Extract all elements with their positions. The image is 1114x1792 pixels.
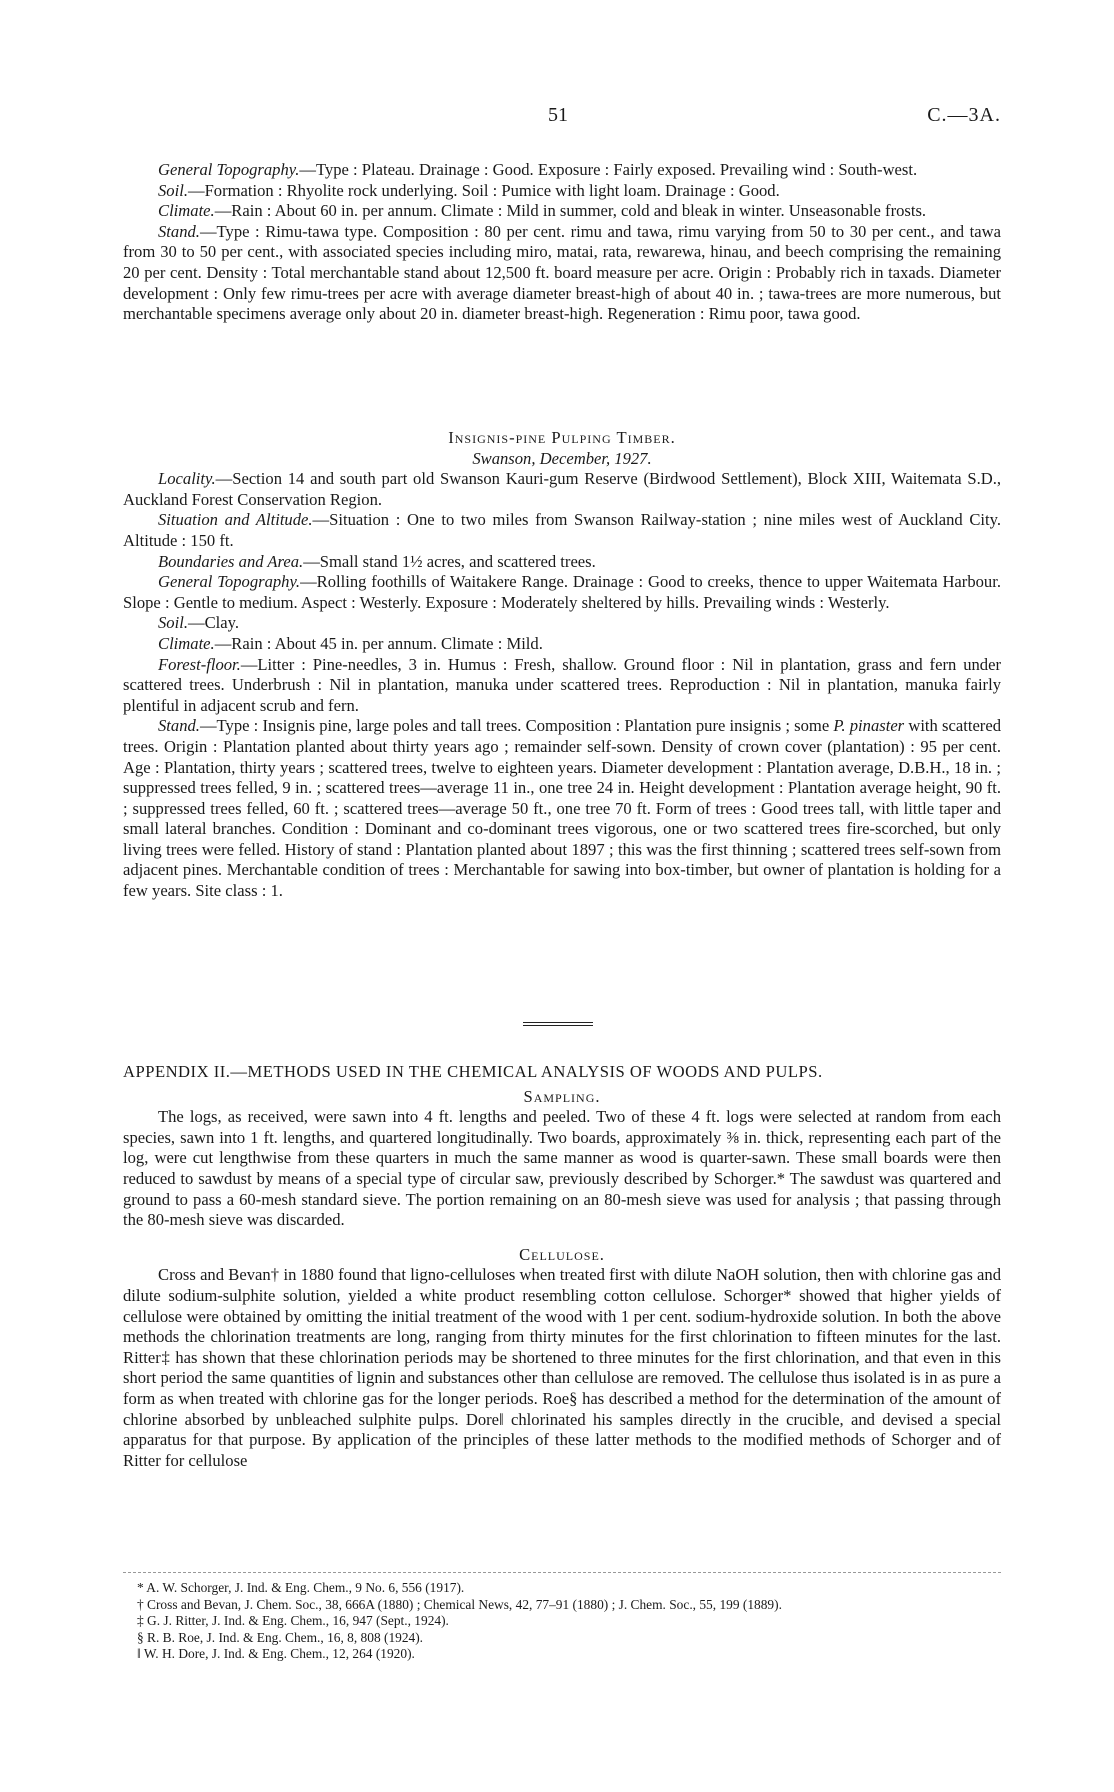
paragraph: Boundaries and Area.—Small stand 1½ acres, and scattered trees. <box>158 551 596 571</box>
paragraph: General Topography.—Rolling foothills of Waitakere Range. Drainage : Good to creeks, thence to upper Waitemata Harbour. Slope : Gentle to medium. Aspect : Westerly. Exposure : Moderately sheltered by hills. Prevailing winds : Westerly. <box>123 572 1001 612</box>
paragraph: Forest-floor.—Litter : Pine-needles, 3 in. Humus : Fresh, shallow. Ground floor : Nil in plantation, grass and fern under scattered trees. Underbrush : Nil in plantation, manuka under scattered trees. Reproduction : Nil in plantation, manuka fairly plentiful in adjacent scrub and fern. <box>123 654 1001 715</box>
page-header <box>0 104 1114 134</box>
section-subheading: Swanson, December, 1927. <box>472 448 652 468</box>
footnote: † Cross and Bevan, J. Chem. Soc., 38, 666A (1880) ; Chemical News, 42, 77–91 (1880) ; J. Chem. Soc., 55, 199 (1889). <box>137 1596 782 1612</box>
footnote: * A. W. Schorger, J. Ind. & Eng. Chem., 9 No. 6, 556 (1917). <box>137 1580 465 1595</box>
paragraph-label: Climate. <box>158 633 215 653</box>
paragraph-label: General Topography. <box>158 160 300 179</box>
paragraph: The logs, as received, were sawn into 4 ft. lengths and peeled. Two of these 4 ft. logs were selected at random from each species, sawn into 1 ft. lengths, and quartered longitudinally. Two boards, approximately ⅜ in. thick, representing each part of the log, were cut lengthwise from these quarters in much the same manner as wood is quarter-sawn. These small boards were then reduced to sawdust by means of a special type of circular saw, previously described by Schorger.* The sawdust was quartered and ground to pass a 60-mesh standard sieve. The portion remaining on an 80-mesh sieve was used for analysis ; that passing through the 80-mesh sieve was discarded. <box>123 1107 1001 1230</box>
footnote: § R. B. Roe, J. Ind. & Eng. Chem., 16, 8, 808 (1924). <box>137 1629 424 1645</box>
footnotes <box>123 1580 1001 1663</box>
section-divider <box>523 1022 593 1026</box>
footnote-rule <box>123 1572 1001 1573</box>
paragraph-label: Climate. <box>158 201 215 221</box>
document-reference: C.—3A. <box>927 104 1001 126</box>
section-rimu-tawa <box>123 160 1001 325</box>
paragraph: Cross and Bevan† in 1880 found that ligno-celluloses when treated first with dilute NaOH solution, then with chlorine gas and dilute sodium-sulphite solution, yielded a white product resembling cotton cellulose. Schorger* showed that higher yields of cellulose were obtained by omitting the initial treatment of the wood with 1 per cent. sodium-hydroxide solution. In both the above methods the chlorination treatments are long, ranging from thirty minutes for the first chlorination to fifteen minutes for the last. Ritter‡ has shown that these chlorination periods may be shortened to three minutes for the first chlorination, and that even in this short period the same quantities of lignin and substances other than cellulose are removed. The cellulose thus isolated is in as pure a form as when treated with chlorine gas for the longer periods. Roe§ has described a method for the determination of the amount of chlorine absorbed by unbleached sulphite pulps. Dore‖ chlorinated his samples directly in the crucible, and devised a special apparatus for that purpose. By application of the principles of these latter methods to the modified methods of Schorger and of Ritter for cellulose <box>123 1265 1001 1470</box>
paragraph-label: Stand. <box>158 221 200 241</box>
section-heading: Sampling. <box>523 1086 601 1106</box>
paragraph: Climate.—Rain : About 60 in. per annum. Climate : Mild in summer, cold and bleak in winter. Unseasonable frosts. <box>158 201 927 221</box>
page-number: 51 <box>548 104 568 126</box>
paragraph: Soil.—Formation : Rhyolite rock underlying. Soil : Pumice with light loam. Drainage : Good. <box>158 180 780 200</box>
paragraph-label: Situation and Altitude. <box>158 510 313 530</box>
paragraph-label: Forest-floor. <box>158 654 241 674</box>
paragraph-label: Soil. <box>158 180 188 200</box>
footnote: ‖ W. H. Dore, J. Ind. & Eng. Chem., 12, 264 (1920). <box>137 1646 415 1661</box>
appendix-section <box>123 1062 1001 1471</box>
section-insignis-pine <box>123 428 1001 902</box>
paragraph: Soil.—Clay. <box>158 613 239 633</box>
paragraph: Situation and Altitude.—Situation : One to two miles from Swanson Railway-station ; nine miles west of Auckland City. Altitude : 150 ft. <box>123 510 1002 550</box>
paragraph: Locality.—Section 14 and south part old Swanson Kauri-gum Reserve (Birdwood Settlement), Block XIII, Waitemata S.D., Auckland Forest Conservation Region. <box>123 469 1001 509</box>
paragraph: Climate.—Rain : About 45 in. per annum. Climate : Mild. <box>158 633 543 653</box>
species-name: P. pinaster <box>833 716 905 736</box>
paragraph: General Topography.—Type : Plateau. Drainage : Good. Exposure : Fairly exposed. Prevailing wind : South-west. <box>158 160 918 179</box>
appendix-title: APPENDIX II.—METHODS USED IN THE CHEMICAL ANALYSIS OF WOODS AND PULPS. <box>123 1062 823 1081</box>
paragraph-label: General Topography. <box>158 572 301 592</box>
paragraph-label: Soil. <box>158 613 188 633</box>
paragraph: Stand.—Type : Rimu-tawa type. Composition : 80 per cent. rimu and tawa, rimu varying from 50 to 30 per cent., and tawa from 30 to 50 per cent., with associated species including miro, matai, rata, rewarewa, hinau, and beech comprising the remaining 20 per cent. Density : Total merchantable stand about 12,500 ft. board measure per acre. Origin : Probably rich in taxads. Diameter development : Only few rimu-trees per acre with average diameter breast-high of about 40 in. ; tawa-trees are more numerous, but merchantable specimens average only about 20 in. diameter breast-high. Regeneration : Rimu poor, tawa good. <box>123 221 1001 324</box>
section-heading: Cellulose. <box>519 1244 605 1264</box>
paragraph: Stand.—Type : Insignis pine, large poles and tall trees. Composition : Plantation pure insignis ; some P. pinaster with scattered trees. Origin : Plantation planted about thirty years ago ; remainder self-sown. Density of crown cover (plantation) : 95 per cent. Age : Plantation, thirty years ; scattered trees, twelve to eighteen years. Diameter development : Plantation average, D.B.H., 18 in. ; suppressed trees felled, 9 in. ; scattered trees—average 11 in., one tree 24 in. Height development : Plantation average height, 90 ft. ; suppressed trees felled, 60 ft. ; scattered trees—average 50 ft., one tree 70 ft. Form of trees : Good trees tall, with little taper and small lateral branches. Condition : Dominant and co-dominant trees vigorous, one or two scattered trees fire-scorched, but only living trees were felled. History of stand : Plantation planted about 1897 ; this was the first thinning ; scattered trees self-sown from adjacent pines. Merchantable condition of trees : Merchantable for sawing into box-timber, but owner of plantation is holding for a few years. Site class : 1. <box>123 716 1001 901</box>
paragraph-label: Stand. <box>158 716 200 736</box>
paragraph-label: Locality. <box>158 469 216 489</box>
section-heading: Insignis-pine Pulping Timber. <box>448 428 676 447</box>
paragraph-label: Boundaries and Area. <box>158 551 304 571</box>
footnote: ‡ G. J. Ritter, J. Ind. & Eng. Chem., 16, 947 (Sept., 1924). <box>137 1613 449 1628</box>
